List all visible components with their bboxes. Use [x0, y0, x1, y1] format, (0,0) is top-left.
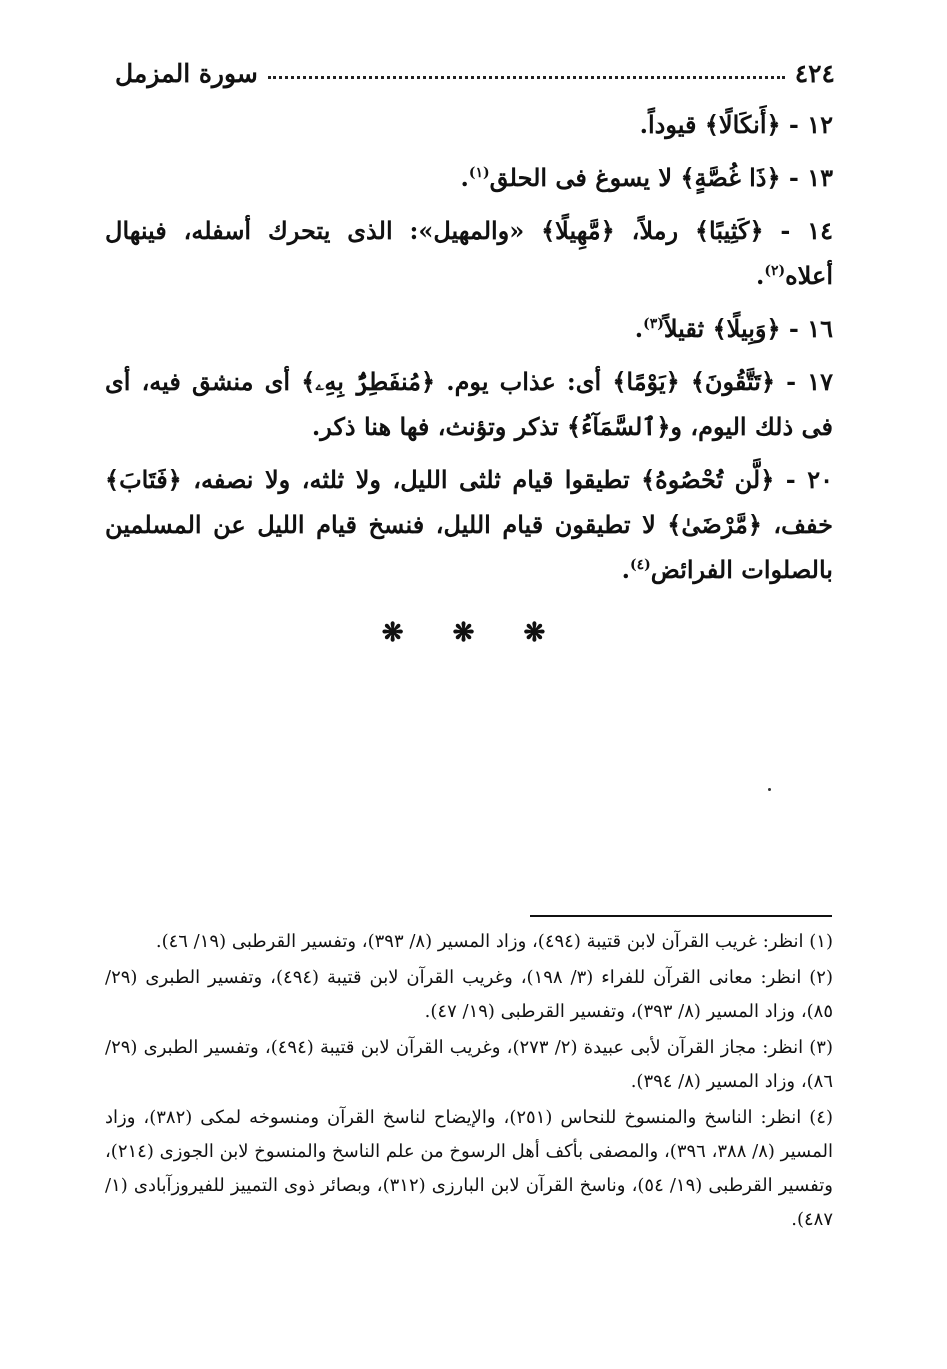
footnote: (١) انظر: غريب القرآن لابن قتيبة (٤٩٤)، وزاد المسير (٨/ ٣٩٣)، وتفسير القرطبى (١٩/ ٤٦).: [155, 931, 833, 952]
entry-paragraph: ١٢ - ﴿أَنكَالًا﴾ قيوداً.: [639, 110, 833, 139]
entry-paragraph: ٢٠ - ﴿لَّن تُحْصُوهُ﴾ تطيقوا قيام ثلثى الليل، ولا ثلثه، ولا نصفه، ﴿فَتَابَ﴾ خفف، ﴿مَّرْضَىٰ﴾ لا تطيقون قيام الليل، فنسخ قيام الليل عن المسلمين بالصلوات الفرائض$^{(٤)}$.: [105, 465, 833, 584]
footnote-ref: (١): [468, 165, 490, 181]
main-text: [105, 102, 833, 600]
page-number: ٤٢٤: [794, 58, 835, 88]
entry-paragraph: ١٧ - ﴿تَتَّقُونَ﴾ ﴿يَوْمًا﴾ أى: عذاب يوم. ﴿مُنفَطِرٌۢ بِهِۦ﴾ أى منشق فيه، أى فى ذلك اليوم، و﴿ٱلسَّمَآءُ﴾ تذكر وتؤنث، فها هنا ذكر.: [105, 367, 833, 441]
entry-paragraph: ١٦ - ﴿وَبِيلًا﴾ ثقيلاً$^{(٣)}$.: [634, 314, 833, 343]
footnote-ref: (٤): [630, 557, 651, 573]
surah-title: سورة المزمل: [115, 58, 258, 88]
footnote: (٣) انظر: مجاز القرآن لأبى عبيدة (٢/ ٢٧٣)، وغريب القرآن لابن قتيبة (٤٩٤)، وتفسير الطبرى (٢٩/ ٨٦)، وزاد المسير (٨/ ٣٩٤).: [105, 1037, 833, 1092]
footnote: (٤) انظر: الناسخ والمنسوخ للنحاس (٢٥١)، والإيضاح لناسخ القرآن ومنسوخه لمكى (٣٨٢)، وزاد المسير (٨/ ٣٨٨، ٣٩٦)، والمصفى بأكف أهل الرسوخ من علم الناسخ والمنسوخ لابن الجوزى (٢١٤)، وتفسير القرطبى (١٩/ ٥٤)، وناسخ القرآن لابن البارزى (٣١٢)، وبصائر ذوى التمييز للفيروزآبادى (١/ ٤٨٧).: [105, 1107, 833, 1230]
header-dot-leader: [268, 76, 785, 79]
footnotes: [105, 925, 833, 1239]
page-header: [115, 55, 835, 91]
scan-speck: [768, 788, 771, 791]
footnote-rule: [530, 915, 832, 917]
footnote: (٢) انظر: معانى القرآن للفراء (٣/ ١٩٨)، وغريب القرآن لابن قتيبة (٤٩٤)، وتفسير الطبرى (٢٩/ ٨٥)، وزاد المسير (٨/ ٣٩٣)، وتفسير القرطبى (١٩/ ٤٧).: [105, 967, 833, 1022]
entry-paragraph: ١٣ - ﴿ذَا غُصَّةٍ﴾ لا يسوغ فى الحلق$^{(١)}$.: [460, 163, 833, 192]
section-separator: ❋ ❋ ❋: [381, 618, 566, 648]
footnote-ref: (٢): [764, 263, 786, 279]
footnote-ref: (٣): [643, 316, 664, 332]
entry-paragraph: ١٤ - ﴿كَثِيبًا﴾ رملاً، ﴿مَّهِيلًا﴾ «والمهيل»: الذى يتحرك أسفله، فينهال أعلاه$^{(٢)}$.: [105, 216, 833, 290]
